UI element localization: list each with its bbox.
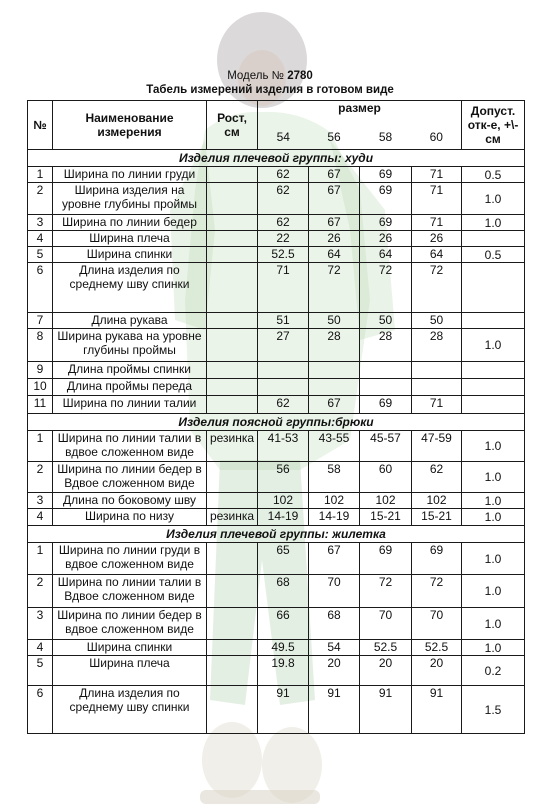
height-cell [207, 575, 258, 608]
col-header-tolerance: Допуст. отк-е, +\-см [462, 101, 525, 150]
size-value-54: 56 [258, 462, 309, 493]
size-value-58: 91 [360, 686, 412, 734]
size-value-60: 28 [412, 329, 462, 362]
measurement-name: Ширина плеча [53, 231, 207, 247]
tolerance-value: 1.0 [462, 493, 525, 509]
height-cell [207, 462, 258, 493]
size-value-58: 45-57 [360, 431, 412, 462]
size-value-60: 102 [412, 493, 462, 509]
table-row [28, 379, 525, 396]
size-value-56: 67 [309, 543, 360, 575]
model-title: Модель № 2780 [227, 70, 313, 82]
size-value-54: 49.5 [258, 640, 309, 656]
measurement-name: Ширина спинки [53, 640, 207, 656]
size-value-58: 102 [360, 493, 412, 509]
measurement-name: Длина проймы переда [53, 379, 207, 396]
size-value-54: 62 [258, 167, 309, 183]
height-cell [207, 231, 258, 247]
table-row [28, 313, 525, 329]
height-cell [207, 313, 258, 329]
table-row [28, 575, 525, 608]
measurement-name: Длина рукава [53, 313, 207, 329]
tolerance-value: 1.0 [462, 329, 525, 362]
size-value-58: 72 [360, 575, 412, 608]
height-cell [207, 247, 258, 263]
height-cell [207, 167, 258, 183]
size-value-56: 54 [309, 640, 360, 656]
table-row [28, 362, 525, 379]
measurement-name: Ширина по низу [53, 509, 207, 526]
size-value-56: 50 [309, 313, 360, 329]
height-cell [207, 396, 258, 414]
tolerance-value: 1.5 [462, 686, 525, 734]
size-value-58: 72 [360, 263, 412, 313]
tolerance-value [462, 231, 525, 247]
row-number: 3 [28, 493, 53, 509]
row-number: 9 [28, 362, 53, 379]
size-value-56: 102 [309, 493, 360, 509]
height-cell [207, 329, 258, 362]
table-row [28, 247, 525, 263]
table-row [28, 263, 525, 313]
size-value-60 [412, 362, 462, 379]
measurement-name: Ширина по линии бедер в вдвое сложенном виде [53, 608, 207, 640]
tolerance-value [462, 396, 525, 414]
height-cell [207, 543, 258, 575]
height-cell [207, 215, 258, 231]
height-cell [207, 493, 258, 509]
measurements-table [27, 100, 525, 734]
height-cell [207, 183, 258, 215]
table-row [28, 543, 525, 575]
size-value-60 [412, 379, 462, 396]
tolerance-value [462, 313, 525, 329]
measurement-name: Ширина по линии бедер в Вдвое сложенном виде [53, 462, 207, 493]
size-value-58: 69 [360, 215, 412, 231]
size-value-58: 52.5 [360, 640, 412, 656]
table-row [28, 608, 525, 640]
size-value-58: 20 [360, 656, 412, 686]
size-value-54: 22 [258, 231, 309, 247]
size-value-54: 66 [258, 608, 309, 640]
section-title: Изделия плечевой группы: жилетка [28, 526, 525, 543]
size-value-60: 71 [412, 167, 462, 183]
size-value-54: 52.5 [258, 247, 309, 263]
measurement-name: Ширина по линии груди в вдвое сложенном виде [53, 543, 207, 575]
size-value-56: 14-19 [309, 509, 360, 526]
row-number: 3 [28, 608, 53, 640]
size-value-54: 62 [258, 396, 309, 414]
height-cell [207, 608, 258, 640]
tolerance-value: 1.0 [462, 509, 525, 526]
measurement-name: Длина проймы спинки [53, 362, 207, 379]
row-number: 11 [28, 396, 53, 414]
size-value-60: 64 [412, 247, 462, 263]
height-cell [207, 640, 258, 656]
table-row [28, 656, 525, 686]
size-value-56 [309, 362, 360, 379]
table-row [28, 215, 525, 231]
size-value-58: 28 [360, 329, 412, 362]
size-value-60: 71 [412, 215, 462, 231]
measurement-name: Длина изделия по среднему шву спинки [53, 263, 207, 313]
tolerance-value: 0.5 [462, 167, 525, 183]
height-cell [207, 686, 258, 734]
size-value-56: 67 [309, 183, 360, 215]
table-row [28, 686, 525, 734]
table-row [28, 509, 525, 526]
size-value-60: 71 [412, 183, 462, 215]
measurement-name: Ширина по линии груди [53, 167, 207, 183]
size-value-58: 64 [360, 247, 412, 263]
size-value-60: 20 [412, 656, 462, 686]
height-cell [207, 362, 258, 379]
table-row [28, 493, 525, 509]
size-value-58: 50 [360, 313, 412, 329]
size-header-60: 60 [412, 125, 462, 150]
size-value-56: 67 [309, 167, 360, 183]
row-number: 5 [28, 656, 53, 686]
row-number: 4 [28, 640, 53, 656]
size-value-54: 62 [258, 183, 309, 215]
tolerance-value: 1.0 [462, 183, 525, 215]
col-header-num: № [28, 101, 53, 150]
size-value-54: 102 [258, 493, 309, 509]
measurement-name: Ширина по линии талии в Вдвое сложенном виде [53, 575, 207, 608]
size-value-56 [309, 379, 360, 396]
measurement-name: Длина по боковому шву [53, 493, 207, 509]
tolerance-value [462, 379, 525, 396]
size-value-56: 68 [309, 608, 360, 640]
size-value-58: 70 [360, 608, 412, 640]
tolerance-value [462, 362, 525, 379]
row-number: 4 [28, 509, 53, 526]
height-cell [207, 263, 258, 313]
size-value-54: 91 [258, 686, 309, 734]
col-header-size: размер [258, 101, 462, 125]
size-value-56: 43-55 [309, 431, 360, 462]
size-value-58: 69 [360, 396, 412, 414]
measurement-name: Ширина рукава на уровне глубины проймы [53, 329, 207, 362]
size-value-56: 20 [309, 656, 360, 686]
tolerance-value: 1.0 [462, 543, 525, 575]
row-number: 6 [28, 263, 53, 313]
size-value-56: 28 [309, 329, 360, 362]
size-value-60: 15-21 [412, 509, 462, 526]
measurement-name: Ширина по линии талии [53, 396, 207, 414]
size-value-60: 47-59 [412, 431, 462, 462]
tolerance-value: 1.0 [462, 575, 525, 608]
size-value-56: 67 [309, 215, 360, 231]
table-row [28, 329, 525, 362]
size-value-56: 67 [309, 396, 360, 414]
height-cell: резинка [207, 431, 258, 462]
table-row [28, 167, 525, 183]
size-value-56: 91 [309, 686, 360, 734]
size-value-56: 58 [309, 462, 360, 493]
size-value-56: 70 [309, 575, 360, 608]
size-value-56: 26 [309, 231, 360, 247]
measurement-name: Ширина по линии бедер [53, 215, 207, 231]
size-value-54: 27 [258, 329, 309, 362]
row-number: 2 [28, 575, 53, 608]
size-value-60: 71 [412, 396, 462, 414]
table-row [28, 462, 525, 493]
size-value-58 [360, 379, 412, 396]
size-value-58: 15-21 [360, 509, 412, 526]
measurement-name: Ширина по линии талии в вдвое сложенном виде [53, 431, 207, 462]
size-value-60: 72 [412, 575, 462, 608]
size-value-54: 62 [258, 215, 309, 231]
measurement-name: Ширина изделия на уровне глубины проймы [53, 183, 207, 215]
table-row [28, 396, 525, 414]
row-number: 1 [28, 543, 53, 575]
tolerance-value: 0.2 [462, 656, 525, 686]
col-header-height: Рост, см [207, 101, 258, 150]
size-value-54: 51 [258, 313, 309, 329]
size-value-54: 14-19 [258, 509, 309, 526]
size-value-60: 62 [412, 462, 462, 493]
size-value-58: 26 [360, 231, 412, 247]
size-value-54: 71 [258, 263, 309, 313]
table-row [28, 431, 525, 462]
row-number: 2 [28, 462, 53, 493]
table-row [28, 183, 525, 215]
size-value-56: 64 [309, 247, 360, 263]
table-row [28, 231, 525, 247]
size-value-60: 70 [412, 608, 462, 640]
table-row [28, 640, 525, 656]
size-value-54 [258, 362, 309, 379]
row-number: 10 [28, 379, 53, 396]
size-value-60: 52.5 [412, 640, 462, 656]
section-title: Изделия плечевой группы: худи [28, 150, 525, 167]
row-number: 8 [28, 329, 53, 362]
size-value-60: 69 [412, 543, 462, 575]
size-value-60: 50 [412, 313, 462, 329]
size-value-60: 26 [412, 231, 462, 247]
row-number: 6 [28, 686, 53, 734]
size-value-54: 19.8 [258, 656, 309, 686]
size-header-58: 58 [360, 125, 412, 150]
size-header-54: 54 [258, 125, 309, 150]
size-value-54: 68 [258, 575, 309, 608]
size-value-54: 65 [258, 543, 309, 575]
row-number: 2 [28, 183, 53, 215]
tolerance-value: 1.0 [462, 462, 525, 493]
height-cell [207, 379, 258, 396]
section-title: Изделия поясной группы:брюки [28, 414, 525, 431]
tolerance-value: 1.0 [462, 608, 525, 640]
row-number: 7 [28, 313, 53, 329]
table-subtitle: Табель измерений изделия в готовом виде [146, 84, 394, 96]
measurement-name: Ширина спинки [53, 247, 207, 263]
size-header-56: 56 [309, 125, 360, 150]
size-value-60: 72 [412, 263, 462, 313]
size-value-58: 60 [360, 462, 412, 493]
row-number: 4 [28, 231, 53, 247]
size-value-54 [258, 379, 309, 396]
tolerance-value: 1.0 [462, 431, 525, 462]
measurement-name: Ширина плеча [53, 656, 207, 686]
height-cell: резинка [207, 509, 258, 526]
tolerance-value: 1.0 [462, 640, 525, 656]
size-value-58: 69 [360, 167, 412, 183]
size-value-58: 69 [360, 183, 412, 215]
size-value-58: 69 [360, 543, 412, 575]
row-number: 3 [28, 215, 53, 231]
size-value-60: 91 [412, 686, 462, 734]
measurement-name: Длина изделия по среднему шву спинки [53, 686, 207, 734]
size-value-56: 72 [309, 263, 360, 313]
tolerance-value: 0.5 [462, 247, 525, 263]
tolerance-value [462, 263, 525, 313]
size-value-58 [360, 362, 412, 379]
row-number: 5 [28, 247, 53, 263]
size-value-54: 41-53 [258, 431, 309, 462]
height-cell [207, 656, 258, 686]
row-number: 1 [28, 431, 53, 462]
row-number: 1 [28, 167, 53, 183]
tolerance-value: 1.0 [462, 215, 525, 231]
col-header-name: Наименование измерения [53, 101, 207, 150]
